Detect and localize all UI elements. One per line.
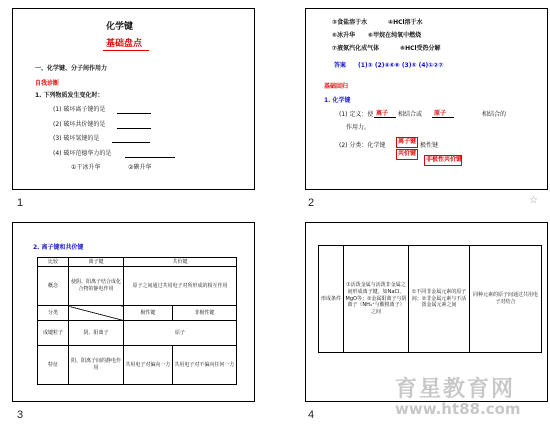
table-cell: 共用电子对不偏向任何一方 <box>172 346 236 385</box>
answer-blank <box>117 113 151 114</box>
table-header: 离子键 <box>69 258 124 267</box>
table-cell: ①活泼金属与活泼非金属之间形成离子键，如NaCl、MgO等；②金属阳离子与阴离子（NH₄⁺与酸根离子）之间 <box>344 246 409 353</box>
slide-1-section: 自我诊断 <box>35 80 60 87</box>
slide-2[interactable] <box>305 8 548 190</box>
slide-2-answer-label: 答案 <box>334 62 347 69</box>
table-cell: 特征 <box>38 346 69 385</box>
slide-3[interactable] <box>12 222 255 402</box>
slide-2-class-opt-1: 离子键 <box>398 138 417 145</box>
slide-2-number: 2 <box>308 197 315 209</box>
table-cell: 阴、阳离子 <box>69 321 124 346</box>
slide-3-title: 2. 离子键和共价键 <box>33 244 84 251</box>
table-cell-diagonal <box>69 306 124 321</box>
answer-blank <box>432 117 454 118</box>
table-header: 共价键 <box>124 258 237 267</box>
slide-1-item-1: (1) 破坏离子键的是 <box>53 106 106 113</box>
slide-2-line-1: ③食盐溶于水 <box>332 19 368 26</box>
slide-2-line-3: ⑤冰升华 <box>332 32 356 39</box>
table-cell: 成键粒子 <box>38 321 69 346</box>
table-cell: 原子之间通过共用电子对所形成的相互作用 <box>124 267 237 306</box>
slide-1-number: 1 <box>17 197 24 209</box>
slide-2-def-line-2: 作用力。 <box>346 124 371 131</box>
table-cell: 共用电子对偏向一方 <box>124 346 173 385</box>
slide-2-class-opt-2: 共价键 <box>398 150 417 157</box>
answer-blank <box>374 117 396 118</box>
slide-1-item-2: (2) 破坏共价键的是 <box>53 121 106 128</box>
slide-2-def-prefix: (1) 定义：使 <box>339 111 374 118</box>
slide-1-heading: 一、化学键、分子间作用力 <box>35 65 108 72</box>
slide-1-subtitle: 基础盘点 <box>106 39 143 49</box>
answer-blank <box>112 142 150 143</box>
slide-1-option-2: ②碘升华 <box>128 164 152 171</box>
answer-blank <box>117 128 151 129</box>
slide-4-number: 4 <box>308 409 315 421</box>
slide-2-heading: 1. 化学键 <box>324 97 351 104</box>
table-cell: ①不同非金属元素的原子间；②非金属元素与不活泼金属元素之间 <box>409 246 470 353</box>
slide-1-item-4: (4) 破坏范德华力的是 <box>53 150 112 157</box>
slide-1[interactable] <box>12 8 255 190</box>
table-cell: 非极性键 <box>172 306 236 321</box>
slide-2-line-2: ④HCl溶于水 <box>388 19 423 26</box>
bond-comparison-table <box>37 257 237 385</box>
table-cell: 阴、阳离子间的静电作用 <box>69 346 124 385</box>
slide-2-line-5: ⑦液氨汽化成气体 <box>332 45 380 52</box>
slide-1-item-3: (3) 破坏氢键的是 <box>53 135 100 142</box>
slide-3-number: 3 <box>17 409 24 421</box>
slide-1-question: 1. 下列物质发生变化时： <box>35 92 104 99</box>
slide-1-option-1: ①干冰升华 <box>71 164 101 171</box>
slide-2-line-4: ⑥甲烷在纯氧中燃烧 <box>368 32 422 39</box>
table-row-label: 形成条件 <box>319 246 344 353</box>
table-cell: 同种元素的原子间通过共用电子对结合 <box>470 246 542 353</box>
slide-2-section: 基础回归 <box>324 83 349 90</box>
watermark-text: 育星教育网 <box>395 377 516 402</box>
slide-2-def-mid-1: 相结合或 <box>398 111 423 118</box>
slide-2-line-6: ⑧HCl受热分解 <box>400 45 441 52</box>
answer-blank <box>125 157 175 158</box>
slide-2-class-sub: 非极性共价键 <box>426 156 463 163</box>
table-header: 比较 <box>38 258 69 267</box>
watermark-url: www.ht88.com <box>395 400 521 418</box>
slide-1-title: 化学键 <box>106 22 134 32</box>
star-icon[interactable]: ☆ <box>529 195 538 206</box>
table-cell: 使阴、阳离子结合成化合物的静电作用 <box>69 267 124 306</box>
table-cell: 原子 <box>124 321 237 346</box>
slide-2-class-prefix: (2) 分类：化学键 <box>339 142 386 149</box>
table-cell: 分类 <box>38 306 69 321</box>
slide-2-def-mid-2: 相结合的 <box>482 111 507 118</box>
slide-2-answer: (1)③ (2)④⑥⑧ (3)⑤ (4)①②⑦ <box>358 62 444 69</box>
table-cell: 极性键 <box>124 306 173 321</box>
slide-2-def-red-1: 离子 <box>376 110 389 117</box>
formation-condition-table <box>318 245 542 353</box>
slide-2-class-tail: 极性键 <box>420 142 439 149</box>
table-cell: 概念 <box>38 267 69 306</box>
slide-2-def-red-2: 原子 <box>434 110 447 117</box>
slide-1-underline <box>103 50 149 51</box>
